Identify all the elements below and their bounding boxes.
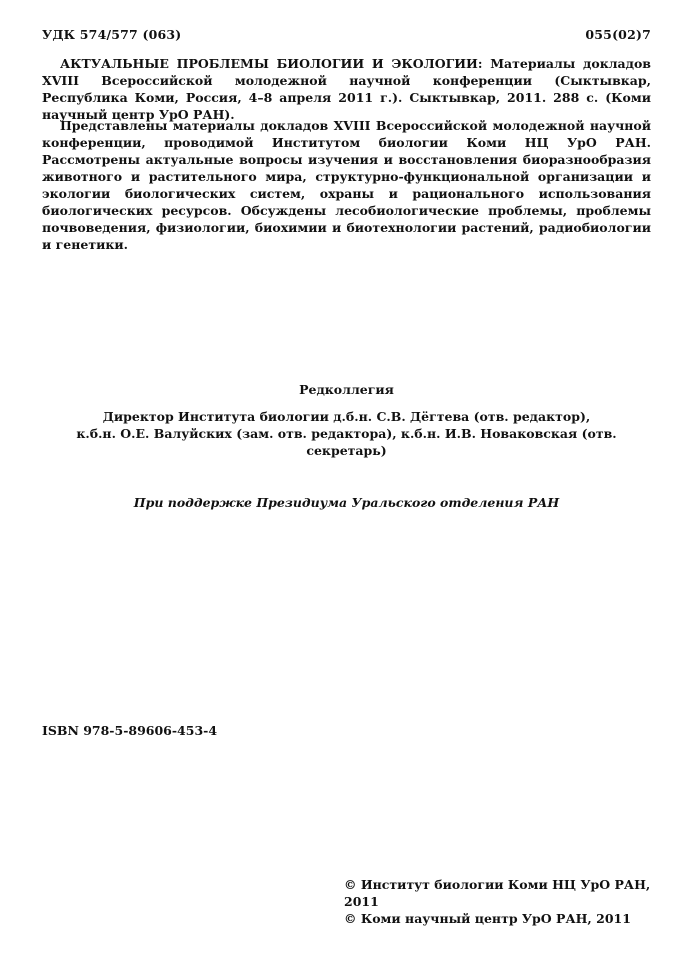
copyright-line-2: © Коми научный центр УрО РАН, 2011: [344, 911, 631, 926]
copyright-block: [344, 876, 679, 927]
editorial-line-2: к.б.н. О.Е. Валуйских (зам. отв. редактора), к.б.н. И.В. Новаковская (отв. секретарь): [76, 426, 617, 458]
udc-code: УДК 574/577 (063): [42, 27, 182, 42]
copyright-line-1: © Институт биологии Коми НЦ УрО РАН, 2011: [344, 877, 651, 909]
editorial-board-title: Редколлегия: [299, 382, 394, 397]
abstract-paragraph: Представлены материалы докладов XVIII Всероссийской молодежной научной конференции, проводимой Институтом биологии Коми НЦ УрО РАН. Рассмотрены актуальные вопросы изучения и восстановления биоразнообразия животного и растительного мира, структурно-функциональной организации и экологии биологических систем, охраны и рационального использования биологических ресурсов. Обсуждены лесобиологические проблемы, проблемы почвоведения, физиологии, биохимии и биотехнологии растений, радиобиологии и генетики.: [42, 118, 651, 252]
bibliographic-record: АКТУАЛЬНЫЕ ПРОБЛЕМЫ БИОЛОГИИ И ЭКОЛОГИИ: Материалы докладов XVIII Всероссийской молодежной научной конференции (Сыктывкар, Республика Коми, Россия, 4–8 апреля 2011 г.). Сыктывкар, 2011. 288 с. (Коми научный центр УрО РАН).: [42, 56, 651, 122]
isbn: ISBN 978-5-89606-453-4: [42, 723, 218, 738]
support-note: При поддержке Президиума Уральского отделения РАН: [133, 495, 560, 510]
editorial-line-1: Директор Института биологии д.б.н. С.В. Дёгтева (отв. редактор),: [102, 409, 591, 424]
editorial-board-members: [42, 408, 651, 459]
bbk-code: 055(02)7: [585, 27, 651, 42]
